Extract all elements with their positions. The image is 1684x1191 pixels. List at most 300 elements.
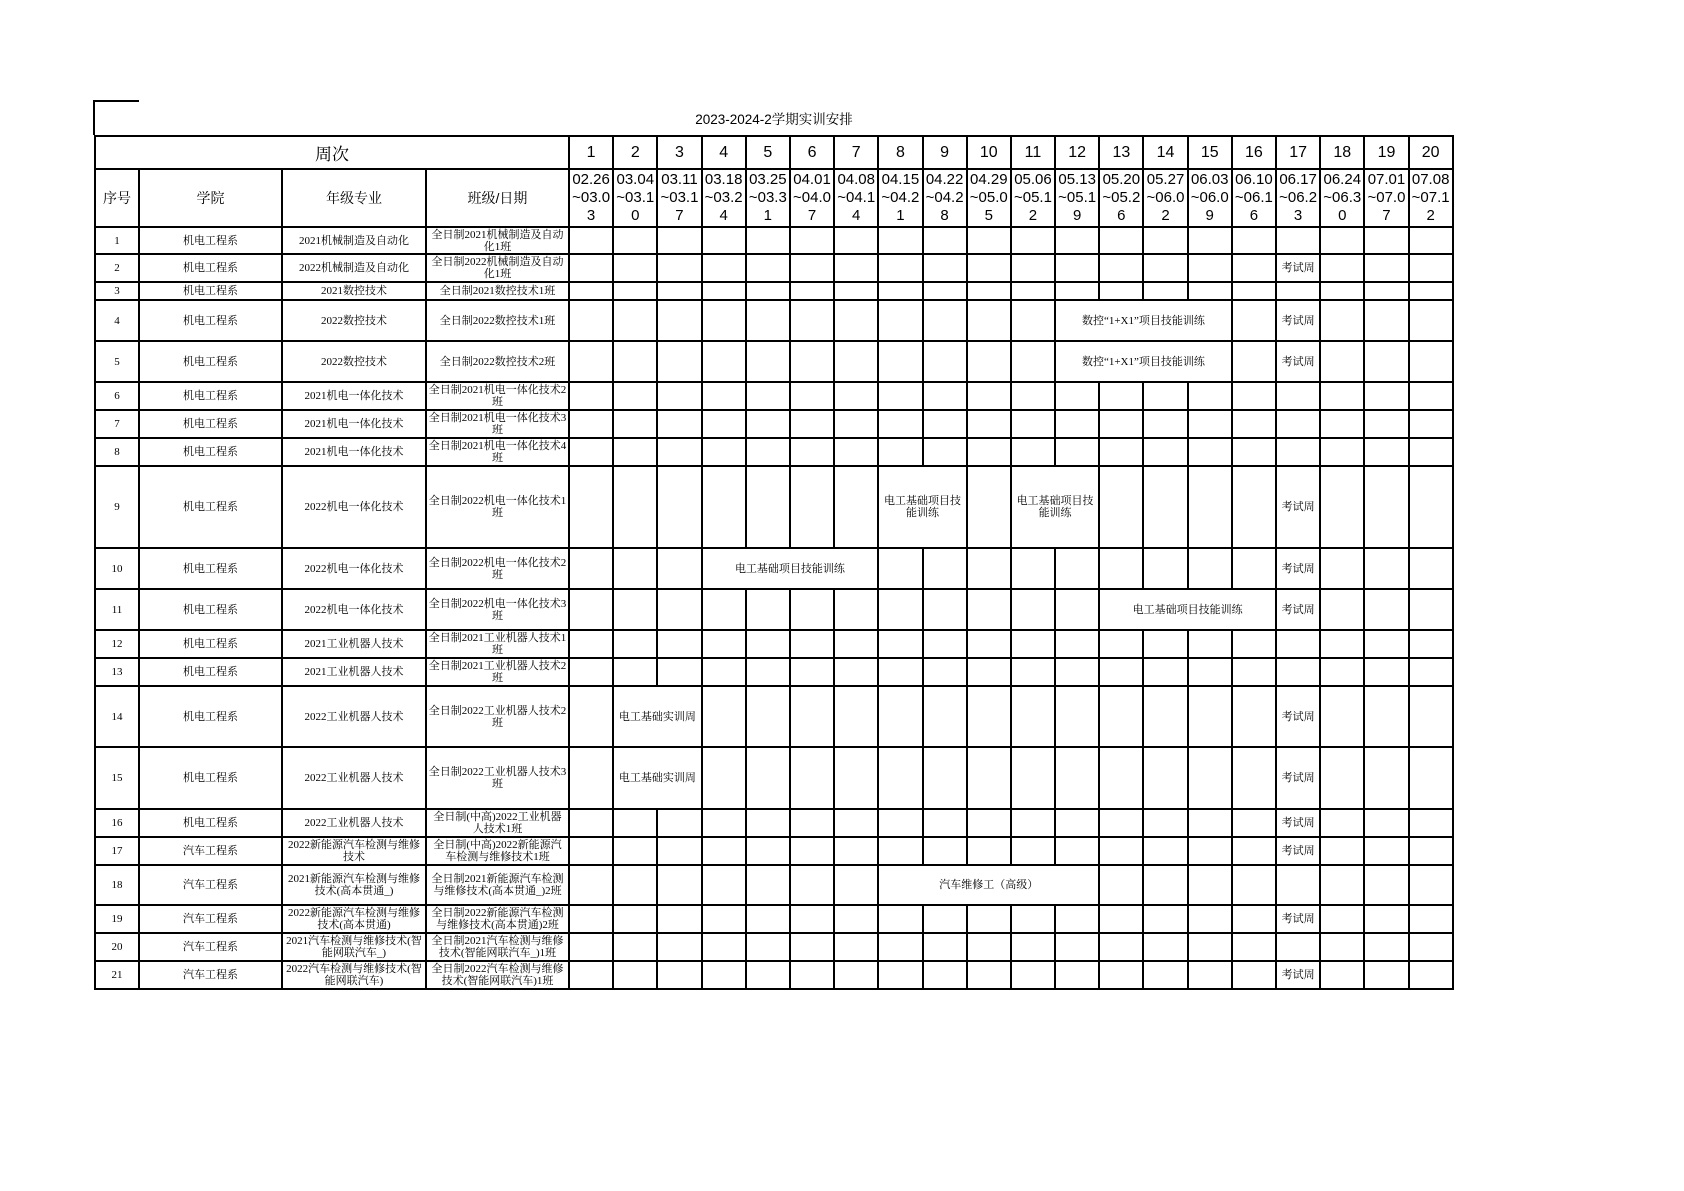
week-cell [878, 809, 922, 837]
table-row [95, 865, 1453, 905]
activity-cell: 电工基础项目技能训练 [1011, 466, 1099, 548]
week-cell [1232, 658, 1276, 686]
week-cell [878, 438, 922, 466]
week-cell [967, 466, 1011, 548]
week-cell [1232, 300, 1276, 341]
week-cell [1232, 905, 1276, 933]
week-cell [702, 933, 746, 961]
week-cell [1188, 630, 1232, 658]
week-cell [1232, 548, 1276, 589]
seq-cell: 20 [95, 933, 139, 961]
week-cell [1320, 658, 1364, 686]
week-cell [613, 865, 657, 905]
major-cell: 2022机电一体化技术 [282, 466, 426, 548]
class-cell: 全日制(中高)2022工业机器人技术1班 [426, 809, 569, 837]
week-dates: 05.06~05.12 [1011, 169, 1055, 227]
week-cell [1011, 686, 1055, 747]
week-number: 12 [1055, 136, 1099, 169]
major-cell: 2022数控技术 [282, 300, 426, 341]
week-cell [1188, 254, 1232, 282]
week-cell [613, 905, 657, 933]
week-cell [702, 227, 746, 254]
seq-cell: 9 [95, 466, 139, 548]
major-cell: 2021机电一体化技术 [282, 382, 426, 410]
week-cell [1409, 410, 1453, 438]
major-cell: 2021新能源汽车检测与维修技术(高本贯通_) [282, 865, 426, 905]
week-cell [569, 809, 613, 837]
week-cell [834, 254, 878, 282]
week-cell [657, 809, 701, 837]
week-cell [878, 548, 922, 589]
activity-cell: 考试周 [1276, 747, 1320, 809]
week-number-row [95, 136, 1453, 169]
college-cell: 汽车工程系 [139, 933, 282, 961]
table-row [95, 466, 1453, 548]
week-cell [1011, 961, 1055, 989]
week-cell [1143, 747, 1187, 809]
week-cell [1409, 282, 1453, 300]
week-cell [790, 865, 834, 905]
week-cell [1364, 658, 1408, 686]
week-cell [746, 282, 790, 300]
week-number: 19 [1364, 136, 1408, 169]
week-cell [1143, 933, 1187, 961]
seq-cell: 16 [95, 809, 139, 837]
week-cell [1011, 933, 1055, 961]
major-cell: 2022机电一体化技术 [282, 589, 426, 630]
week-cell [569, 658, 613, 686]
week-cell [834, 589, 878, 630]
week-cell [790, 630, 834, 658]
week-cell [923, 905, 967, 933]
major-cell: 2021数控技术 [282, 282, 426, 300]
week-cell [569, 837, 613, 865]
week-cell [1364, 410, 1408, 438]
major-cell: 2022机械制造及自动化 [282, 254, 426, 282]
week-cell [790, 961, 834, 989]
week-cell [746, 747, 790, 809]
week-cell [1143, 961, 1187, 989]
activity-cell: 电工基础项目技能训练 [878, 466, 966, 548]
week-cell [1011, 589, 1055, 630]
week-cell [1276, 865, 1320, 905]
week-cell [967, 410, 1011, 438]
week-cell [702, 961, 746, 989]
week-cell [1188, 410, 1232, 438]
table-row [95, 341, 1453, 382]
week-cell [1364, 747, 1408, 809]
week-cell [613, 837, 657, 865]
seq-cell: 11 [95, 589, 139, 630]
college-cell: 汽车工程系 [139, 905, 282, 933]
week-dates: 04.01~04.07 [790, 169, 834, 227]
week-cell [1364, 466, 1408, 548]
week-cell [1232, 341, 1276, 382]
week-cell [967, 282, 1011, 300]
table-row [95, 382, 1453, 410]
week-cell [1011, 837, 1055, 865]
table-row [95, 630, 1453, 658]
week-cell [1055, 809, 1099, 837]
week-cell [967, 589, 1011, 630]
week-cell [1011, 747, 1055, 809]
week-cell [1409, 865, 1453, 905]
week-cell [657, 410, 701, 438]
table-row [95, 837, 1453, 865]
seq-cell: 12 [95, 630, 139, 658]
seq-cell: 5 [95, 341, 139, 382]
week-cell [878, 227, 922, 254]
week-cell [613, 548, 657, 589]
week-cell [746, 933, 790, 961]
week-cell [1276, 382, 1320, 410]
activity-cell: 电工基础项目技能训练 [702, 548, 879, 589]
class-cell: 全日制2021工业机器人技术2班 [426, 658, 569, 686]
seq-cell: 1 [95, 227, 139, 254]
week-cell [1409, 438, 1453, 466]
college-cell: 汽车工程系 [139, 865, 282, 905]
major-cell: 2021工业机器人技术 [282, 630, 426, 658]
college-cell: 机电工程系 [139, 747, 282, 809]
seq-cell: 4 [95, 300, 139, 341]
week-cell [923, 686, 967, 747]
week-cell [967, 382, 1011, 410]
week-number: 4 [702, 136, 746, 169]
week-cell [923, 227, 967, 254]
week-cell [834, 658, 878, 686]
activity-cell: 考试周 [1276, 341, 1320, 382]
week-cell [1409, 686, 1453, 747]
week-cell [790, 382, 834, 410]
week-cell [569, 589, 613, 630]
week-cell [878, 341, 922, 382]
class-cell: 全日制2021工业机器人技术1班 [426, 630, 569, 658]
week-cell [1011, 630, 1055, 658]
week-cell [1143, 658, 1187, 686]
week-cell [1320, 382, 1364, 410]
week-cell [878, 282, 922, 300]
week-cell [878, 658, 922, 686]
week-cell [790, 438, 834, 466]
week-cell [702, 865, 746, 905]
week-cell [1099, 809, 1143, 837]
week-cell [790, 341, 834, 382]
page-title: 2023-2024-2学期实训安排 [695, 111, 853, 127]
week-cell [1188, 905, 1232, 933]
week-cell [746, 300, 790, 341]
week-number: 13 [1099, 136, 1143, 169]
week-cell [657, 341, 701, 382]
week-cell [1143, 254, 1187, 282]
week-cell [1364, 438, 1408, 466]
week-cell [967, 438, 1011, 466]
week-cell [923, 630, 967, 658]
week-cell [1188, 438, 1232, 466]
college-cell: 机电工程系 [139, 341, 282, 382]
week-number: 3 [657, 136, 701, 169]
class-cell: 全日制2022新能源汽车检测与维修技术(高本贯通)2班 [426, 905, 569, 933]
week-cell [967, 658, 1011, 686]
week-cell [1232, 438, 1276, 466]
week-cell [1409, 382, 1453, 410]
class-cell: 全日制2021机电一体化技术2班 [426, 382, 569, 410]
class-cell: 全日制2022数控技术1班 [426, 300, 569, 341]
seq-header: 序号 [95, 169, 139, 227]
week-cell [1143, 548, 1187, 589]
week-cell [923, 548, 967, 589]
class-cell: 全日制2021新能源汽车检测与维修技术(高本贯通_)2班 [426, 865, 569, 905]
week-number: 7 [834, 136, 878, 169]
week-cell [746, 905, 790, 933]
week-cell [834, 933, 878, 961]
week-cell [878, 686, 922, 747]
week-cell [746, 382, 790, 410]
week-cell [613, 300, 657, 341]
week-cell [967, 686, 1011, 747]
major-cell: 2022工业机器人技术 [282, 809, 426, 837]
week-cell [613, 438, 657, 466]
week-cell [1055, 548, 1099, 589]
class-cell: 全日制2021数控技术1班 [426, 282, 569, 300]
week-dates: 05.13~05.19 [1055, 169, 1099, 227]
week-cell [1099, 658, 1143, 686]
week-cell [569, 905, 613, 933]
week-dates: 03.25~03.31 [746, 169, 790, 227]
week-cell [1232, 254, 1276, 282]
college-cell: 机电工程系 [139, 630, 282, 658]
schedule-table [94, 135, 1454, 990]
week-cell [657, 961, 701, 989]
week-cell [1188, 933, 1232, 961]
week-cell [1364, 254, 1408, 282]
week-cell [569, 933, 613, 961]
week-cell [746, 630, 790, 658]
week-cell [1276, 282, 1320, 300]
week-cell [1099, 254, 1143, 282]
week-cell [1188, 837, 1232, 865]
seq-cell: 2 [95, 254, 139, 282]
week-cell [923, 589, 967, 630]
table-row [95, 809, 1453, 837]
week-cell [1409, 933, 1453, 961]
week-dates: 07.08~07.12 [1409, 169, 1453, 227]
week-cell [1099, 747, 1143, 809]
class-cell: 全日制2021机械制造及自动化1班 [426, 227, 569, 254]
week-cell [1409, 341, 1453, 382]
week-cell [834, 282, 878, 300]
week-cell [1320, 630, 1364, 658]
week-cell [1409, 961, 1453, 989]
table-row [95, 905, 1453, 933]
week-cell [878, 905, 922, 933]
week-cell [923, 933, 967, 961]
week-cell [1011, 254, 1055, 282]
week-cell [1099, 282, 1143, 300]
week-cell [702, 300, 746, 341]
activity-cell: 电工基础实训周 [613, 747, 701, 809]
college-cell: 汽车工程系 [139, 837, 282, 865]
week-cell [1055, 961, 1099, 989]
class-cell: 全日制2021汽车检测与维修技术(智能网联汽车_)1班 [426, 933, 569, 961]
week-number: 11 [1011, 136, 1055, 169]
week-cell [613, 589, 657, 630]
week-cell [834, 466, 878, 548]
week-cell [1011, 341, 1055, 382]
week-cell [1276, 658, 1320, 686]
week-cell [790, 933, 834, 961]
activity-cell: 考试周 [1276, 466, 1320, 548]
week-cell [1320, 254, 1364, 282]
college-cell: 机电工程系 [139, 410, 282, 438]
week-cell [1188, 865, 1232, 905]
week-cell [1099, 686, 1143, 747]
table-row [95, 438, 1453, 466]
week-cell [1011, 410, 1055, 438]
activity-cell: 数控“1+X1”项目技能训练 [1055, 341, 1232, 382]
week-cell [1099, 933, 1143, 961]
week-cell [1320, 548, 1364, 589]
class-cell: 全日制2022机电一体化技术2班 [426, 548, 569, 589]
week-cell [1409, 905, 1453, 933]
week-cell [1099, 548, 1143, 589]
week-cell [569, 227, 613, 254]
week-cell [1409, 548, 1453, 589]
table-row [95, 300, 1453, 341]
week-cell [878, 410, 922, 438]
week-cell [1320, 747, 1364, 809]
week-number: 6 [790, 136, 834, 169]
week-dates: 05.20~05.26 [1099, 169, 1143, 227]
table-row [95, 589, 1453, 630]
week-cell [834, 410, 878, 438]
week-dates: 04.08~04.14 [834, 169, 878, 227]
week-cell [702, 382, 746, 410]
class-cell: 全日制2021机电一体化技术3班 [426, 410, 569, 438]
week-cell [1409, 630, 1453, 658]
college-cell: 汽车工程系 [139, 961, 282, 989]
week-dates: 04.29~05.05 [967, 169, 1011, 227]
week-dates: 04.22~04.28 [923, 169, 967, 227]
week-cell [746, 961, 790, 989]
week-cell [1232, 809, 1276, 837]
week-label: 周次 [95, 136, 569, 169]
week-dates: 04.15~04.21 [878, 169, 922, 227]
week-cell [1364, 341, 1408, 382]
week-cell [613, 410, 657, 438]
table-row [95, 747, 1453, 809]
week-cell [923, 382, 967, 410]
week-cell [967, 300, 1011, 341]
week-dates: 03.11~03.17 [657, 169, 701, 227]
week-cell [702, 254, 746, 282]
seq-cell: 13 [95, 658, 139, 686]
week-cell [1364, 589, 1408, 630]
week-dates: 06.03~06.09 [1188, 169, 1232, 227]
week-cell [613, 254, 657, 282]
college-cell: 机电工程系 [139, 658, 282, 686]
week-cell [746, 438, 790, 466]
college-cell: 机电工程系 [139, 589, 282, 630]
week-dates: 03.18~03.24 [702, 169, 746, 227]
week-cell [657, 438, 701, 466]
week-cell [613, 961, 657, 989]
week-cell [657, 658, 701, 686]
activity-cell: 汽车维修工（高级） [878, 865, 1099, 905]
week-cell [1364, 630, 1408, 658]
college-cell: 机电工程系 [139, 809, 282, 837]
week-cell [1011, 282, 1055, 300]
week-cell [1232, 630, 1276, 658]
week-cell [1409, 658, 1453, 686]
activity-cell: 考试周 [1276, 809, 1320, 837]
major-cell: 2022工业机器人技术 [282, 747, 426, 809]
week-cell [1143, 227, 1187, 254]
week-cell [1143, 410, 1187, 438]
week-cell [1011, 227, 1055, 254]
college-cell: 机电工程系 [139, 548, 282, 589]
week-cell [1099, 382, 1143, 410]
week-cell [569, 865, 613, 905]
week-cell [967, 933, 1011, 961]
major-cell: 2021机电一体化技术 [282, 438, 426, 466]
class-cell: 全日制2022工业机器人技术3班 [426, 747, 569, 809]
week-cell [1188, 809, 1232, 837]
week-number: 18 [1320, 136, 1364, 169]
seq-cell: 3 [95, 282, 139, 300]
class-date-header: 班级/日期 [426, 169, 569, 227]
week-cell [790, 837, 834, 865]
week-cell [1099, 905, 1143, 933]
week-cell [967, 341, 1011, 382]
week-cell [1320, 341, 1364, 382]
week-cell [746, 341, 790, 382]
college-cell: 机电工程系 [139, 300, 282, 341]
week-cell [657, 300, 701, 341]
week-cell [1364, 548, 1408, 589]
table-row [95, 933, 1453, 961]
week-dates: 02.26~03.03 [569, 169, 613, 227]
class-cell: 全日制2022汽车检测与维修技术(智能网联汽车)1班 [426, 961, 569, 989]
week-cell [1055, 282, 1099, 300]
week-cell [1143, 865, 1187, 905]
week-cell [834, 686, 878, 747]
table-row [95, 254, 1453, 282]
week-cell [657, 589, 701, 630]
week-cell [1188, 382, 1232, 410]
week-number: 14 [1143, 136, 1187, 169]
week-cell [1320, 905, 1364, 933]
week-cell [1276, 410, 1320, 438]
major-cell: 2021机械制造及自动化 [282, 227, 426, 254]
week-cell [1055, 837, 1099, 865]
week-cell [1364, 382, 1408, 410]
week-cell [746, 466, 790, 548]
activity-cell: 考试周 [1276, 589, 1320, 630]
week-number: 17 [1276, 136, 1320, 169]
week-cell [878, 961, 922, 989]
week-cell [1099, 227, 1143, 254]
week-cell [923, 809, 967, 837]
week-cell [1055, 227, 1099, 254]
week-cell [702, 837, 746, 865]
week-cell [1320, 438, 1364, 466]
seq-cell: 17 [95, 837, 139, 865]
week-cell [702, 282, 746, 300]
column-header-row [95, 169, 1453, 227]
week-cell [1364, 227, 1408, 254]
week-cell [790, 686, 834, 747]
seq-cell: 14 [95, 686, 139, 747]
